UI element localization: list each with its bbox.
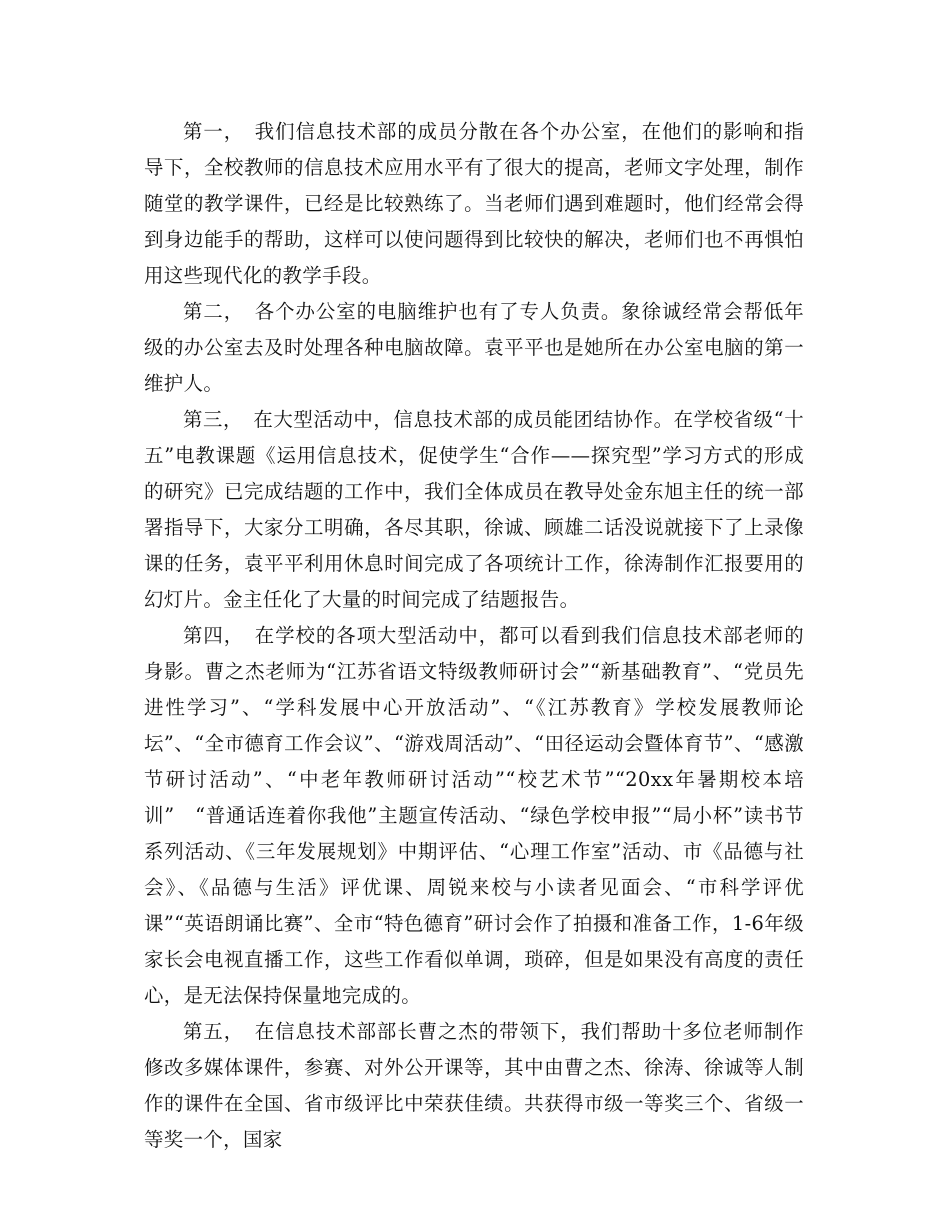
paragraph-1: 第一， 我们信息技术部的成员分散在各个办公室，在他们的影响和指导下，全校教师的信息技术应用水平有了很大的提高，老师文字处理，制作随堂的教学课件，已经是比较熟练了。当老师们遇到难题时，他们经常会得到身边能手的帮助，这样可以使问题得到比较快的解决，老师们也不再惧怕用这些现代化的教学手段。: [144, 120, 804, 287]
paragraph-5: 第五， 在信息技术部部长曹之杰的带领下，我们帮助十多位老师制作修改多媒体课件，参赛、对外公开课等，其中由曹之杰、徐涛、徐诚等人制作的课件在全国、省市级评比中荣获佳绩。共获得市级一等奖三个、省级一等奖一个，国家: [144, 1020, 804, 1151]
paragraph-2: 第二， 各个办公室的电脑维护也有了专人负责。象徐诚经常会帮低年级的办公室去及时处理各种电脑故障。袁平平也是她所在办公室电脑的第一维护人。: [144, 300, 804, 395]
paragraph-3: 第三， 在大型活动中，信息技术部的成员能团结协作。在学校省级“十五”电教课题《运用信息技术，促使学生“合作——探究型”学习方式的形成的研究》已完成结题的工作中，我们全体成员在教导处金东旭主任的统一部署指导下，大家分工明确，各尽其职，徐诚、顾雄二话没说就接下了上录像课的任务，袁平平利用休息时间完成了各项统计工作，徐涛制作汇报要用的幻灯片。金主任化了大量的时间完成了结题报告。: [144, 408, 804, 611]
paragraph-4: 第四， 在学校的各项大型活动中，都可以看到我们信息技术部老师的身影。曹之杰老师为“江苏省语文特级教师研讨会”“新基础教育”、“党员先进性学习”、“学科发展中心开放活动”、“《江苏教育》学校发展教师论坛”、“全市德育工作会议”、“游戏周活动”、“田径运动会暨体育节”、“感激节研讨活动”、“中老年教师研讨活动”“校艺术节”“20xx年暑期校本培训” “普通话连着你我他”主题宣传活动、“绿色学校申报”“局小杯”读书节系列活动、《三年发展规划》中期评估、“心理工作室”活动、市《品德与社会》、《品德与生活》评优课、周锐来校与小读者见面会、“市科学评优课”“英语朗诵比赛”、全市“特色德育”研讨会作了拍摄和准备工作，1-6年级家长会电视直播工作，这些工作看似单调，琐碎，但是如果没有高度的责任心，是无法保持保量地完成的。: [144, 624, 804, 1007]
document-body: [144, 114, 804, 1158]
